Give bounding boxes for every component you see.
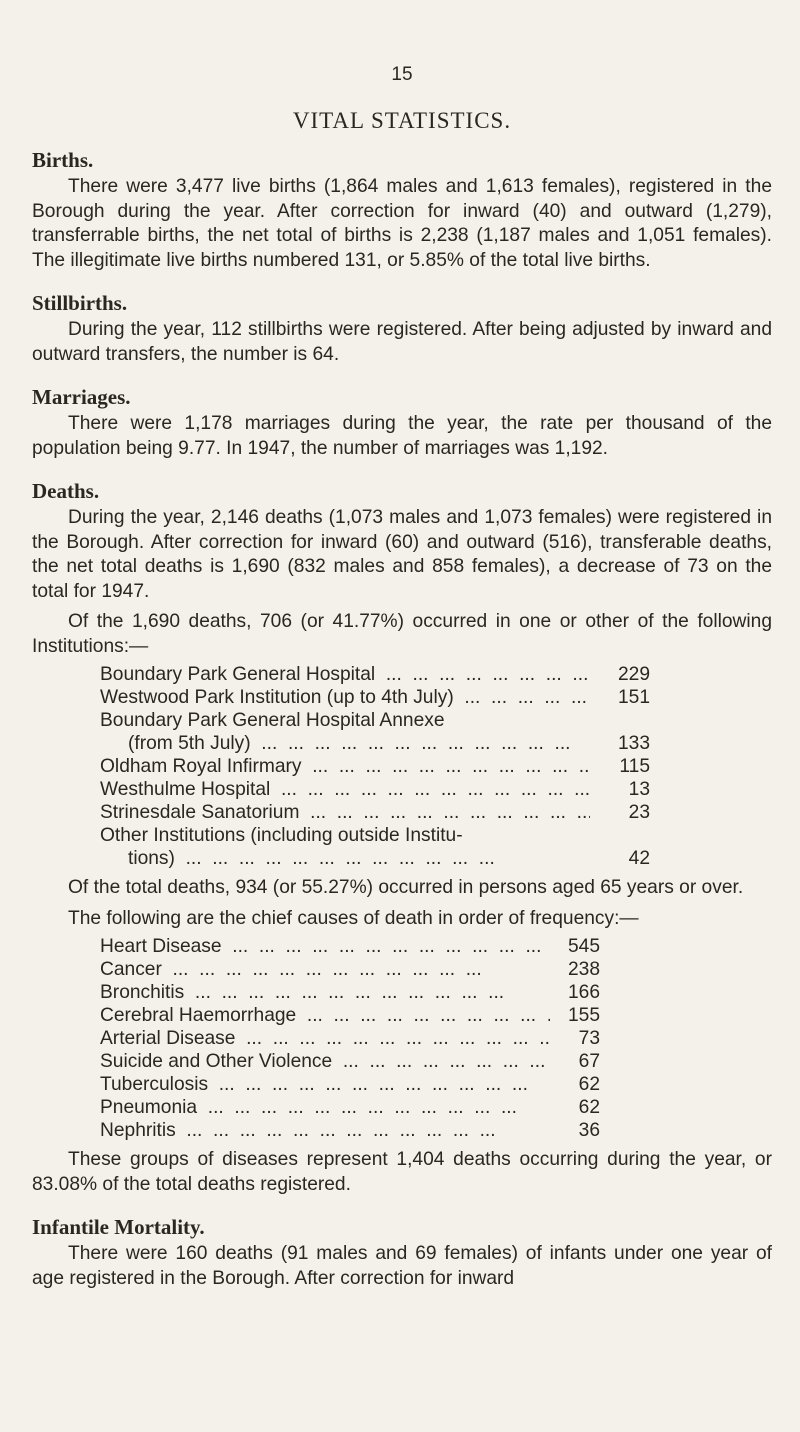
page-number: 15 xyxy=(391,64,413,85)
institutions-list xyxy=(100,663,650,870)
births-paragraph: There were 3,477 live births (1,864 males and 1,613 females), registered in the Borough during the year. After correction for inward (40) and outward (1,279), transferrable births, the net total of births is 2,238 (1,187 males and 1,051 females). The illegitimate live births numbered 131, or 5.85% of the total live births. xyxy=(32,176,772,271)
cause-name: Heart Disease ... xyxy=(100,935,550,958)
cause-name: Pneumonia ... xyxy=(100,1096,550,1119)
deaths-paragraph-institutions-intro: Of the 1,690 deaths, 706 (or 41.77%) occurred in one or other of the following Institutions:— xyxy=(32,611,772,657)
infantile-mortality-paragraph: There were 160 deaths (91 males and 69 females) of infants under one year of age registered in the Borough. After correction for inward xyxy=(32,1243,772,1289)
list-item xyxy=(100,824,650,847)
institution-name: Boundary Park General Hospital ... xyxy=(100,663,590,686)
institution-name: Boundary Park General Hospital Annexe xyxy=(100,710,445,731)
deaths-paragraph-groups: These groups of diseases represent 1,404 deaths occurring during the year, or 83.08% of the total deaths registered. xyxy=(32,1149,772,1195)
list-item xyxy=(100,1119,600,1142)
births-heading: Births. xyxy=(32,148,94,172)
list-item xyxy=(100,1050,600,1073)
list-item xyxy=(100,1004,600,1027)
cause-count: 73 xyxy=(578,1028,600,1049)
list-item xyxy=(100,981,600,1004)
list-item xyxy=(100,778,650,801)
cause-name: Cancer ... xyxy=(100,958,550,981)
infantile-mortality-heading: Infantile Mortality. xyxy=(32,1215,205,1239)
cause-name: Bronchitis ... xyxy=(100,981,550,1004)
list-item xyxy=(100,1073,600,1096)
list-item xyxy=(100,958,600,981)
list-item xyxy=(100,1027,600,1050)
cause-count: 155 xyxy=(567,1005,600,1026)
list-item xyxy=(100,686,650,709)
institution-deaths: 115 xyxy=(619,756,650,777)
cause-name: Cerebral Haemorrhage ... xyxy=(100,1004,550,1027)
institution-name-continued: (from 5th July) ... xyxy=(100,732,590,755)
institution-deaths: 23 xyxy=(628,802,650,823)
institution-deaths: 42 xyxy=(628,848,650,869)
cause-count: 238 xyxy=(567,959,600,980)
list-item xyxy=(100,1096,600,1119)
cause-name: Nephritis ... xyxy=(100,1119,550,1142)
cause-count: 67 xyxy=(578,1051,600,1072)
deaths-section xyxy=(32,479,772,1197)
list-item xyxy=(100,935,600,958)
stillbirths-section xyxy=(32,291,772,367)
stillbirths-paragraph: During the year, 112 stillbirths were registered. After being adjusted by inward and outward transfers, the number is 64. xyxy=(32,319,772,365)
cause-count: 62 xyxy=(578,1074,600,1095)
infantile-mortality-section xyxy=(32,1215,772,1291)
cause-name: Tuberculosis ... xyxy=(100,1073,550,1096)
institution-deaths: 133 xyxy=(617,733,650,754)
institution-name: Westwood Park Institution (up to 4th July) ... xyxy=(100,686,590,709)
institution-deaths: 13 xyxy=(628,779,650,800)
cause-count: 36 xyxy=(578,1120,600,1141)
institution-name: Oldham Royal Infirmary ... xyxy=(100,755,590,778)
cause-count: 62 xyxy=(578,1097,600,1118)
list-item xyxy=(100,663,650,686)
marriages-paragraph: There were 1,178 marriages during the year, the rate per thousand of the population being 9.77. In 1947, the number of marriages was 1,192. xyxy=(32,413,772,459)
institution-deaths: 151 xyxy=(617,687,650,708)
stillbirths-heading: Stillbirths. xyxy=(32,291,128,315)
deaths-heading: Deaths. xyxy=(32,479,100,503)
births-section xyxy=(32,148,772,273)
list-item xyxy=(100,847,650,870)
deaths-paragraph-causes-intro: The following are the chief causes of death in order of frequency:— xyxy=(68,907,639,929)
cause-count: 545 xyxy=(567,936,600,957)
institution-name: Other Institutions (including outside Institu- xyxy=(100,825,463,846)
cause-count: 166 xyxy=(567,982,600,1003)
list-item xyxy=(100,732,650,755)
deaths-paragraph-aged: Of the total deaths, 934 (or 55.27%) occurred in persons aged 65 years or over. xyxy=(68,877,744,898)
marriages-heading: Marriages. xyxy=(32,385,131,409)
cause-name: Suicide and Other Violence ... xyxy=(100,1050,550,1073)
cause-name: Arterial Disease ... xyxy=(100,1027,550,1050)
institution-name-continued: tions) ... xyxy=(100,847,590,870)
causes-list xyxy=(100,935,600,1142)
list-item xyxy=(100,709,650,732)
deaths-paragraph-registered: During the year, 2,146 deaths (1,073 males and 1,073 females) were registered in the Borough. After correction for inward (60) and outward (516), transferable deaths, the net total deaths is 1,690 (832 males and 858 females), a decrease of 73 on the total for 1947. xyxy=(32,507,772,602)
page-title: VITAL STATISTICS. xyxy=(292,108,512,133)
list-item xyxy=(100,801,650,824)
institution-deaths: 229 xyxy=(617,664,650,685)
institution-name: Westhulme Hospital ... xyxy=(100,778,590,801)
list-item xyxy=(100,755,650,778)
institution-name: Strinesdale Sanatorium ... xyxy=(100,801,590,824)
marriages-section xyxy=(32,385,772,461)
